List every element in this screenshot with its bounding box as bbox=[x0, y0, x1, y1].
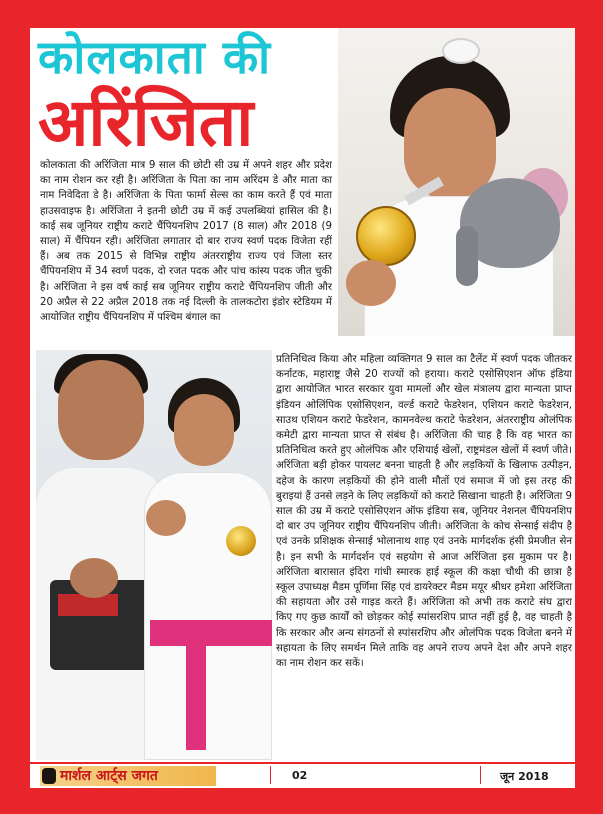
headline-line-1: कोलकाता की bbox=[38, 30, 272, 84]
fighter-icon bbox=[42, 768, 56, 784]
girl-face-shape bbox=[404, 88, 496, 198]
photo-girl-with-medal bbox=[338, 28, 575, 336]
magazine-logo bbox=[40, 766, 216, 786]
gold-medal-icon bbox=[356, 206, 416, 266]
magazine-page bbox=[30, 28, 575, 788]
issue-date: जून 2018 bbox=[500, 770, 549, 783]
footer-separator bbox=[270, 766, 271, 784]
coach-fist-shape bbox=[70, 558, 118, 598]
footer-separator bbox=[480, 766, 481, 784]
pink-belt-shape bbox=[150, 620, 272, 646]
coach-face-shape bbox=[58, 360, 144, 460]
elephant-trunk-shape bbox=[456, 226, 478, 286]
small-medal-icon bbox=[226, 526, 256, 556]
article-paragraph-1: कोलकाता की अरिंजिता मात्र 9 साल की छोटी सी उम्र में अपने शहर और प्रदेश का नाम रोशन कर रही है। अरिंजिता के पिता का नाम अरिंदम डे और माता का नाम निवेदिता डे है। अरिंजिता के पिता फार्मा सेल्स का काम करते हैं एवं माता हाउसवाइफ है। अरिंजिता ने इतनी छोटी उम्र में कई उपलब्धियां हासिल की है। काई सब जूनियर राष्ट्रीय कराटे चैंपियनशिप 2017 (8 साल) और 2018 (9 साल) में चैंपियन रही। अरिंजिता लगातार दो बार राज्य स्वर्ण पदक विजेता रहीं हैं। अब तक 2015 से विभिन्न राष्ट्रीय अंतरराष्ट्रीय राज्य एवं जिला स्तर चैंपियनशिप में 34 स्वर्ण पदक, दो रजत पदक और पांच कांस्य पदक जीत चुकी है। अरिंजिता ने इस वर्ष काई सब जूनियर राष्ट्रीय कराटे चैंपियनशिप जीती और 20 अप्रैल से 22 अप्रैल 2018 तक नई दिल्ली के तालकटोरा इंडोर स्टेडियम में आयोजित राष्ट्रीय चैंपियनशिप में पश्चिम बंगाल का bbox=[40, 160, 332, 324]
pink-belt-tail-shape bbox=[186, 640, 206, 750]
headline-line-2: अरिंजिता bbox=[38, 84, 254, 161]
girl2-fist-shape bbox=[146, 500, 186, 536]
magazine-name: मार्शल आर्ट्स जगत bbox=[60, 768, 158, 784]
girl2-face-shape bbox=[174, 394, 234, 466]
hair-bow-shape bbox=[442, 38, 480, 64]
page-number: 02 bbox=[292, 769, 308, 782]
hand-shape bbox=[346, 260, 396, 306]
photo-coach-and-girl bbox=[36, 350, 272, 760]
article-paragraph-2: प्रतिनिधित्व किया और महिला व्यक्तिगत 9 साल का टैलेंट में स्वर्ण पदक जीतकर कर्नाटक, महाराष्ट्र जैसे 20 राज्यों को हराया। कराटे एसोसिएशन ऑफ इंडिया द्वारा आयोजित भारत सरकार युवा मामलों और खेल मंत्रालय द्वारा मान्यता प्राप्त इंडियन ओलिंपिक एसोसिएशन, वर्ल्ड कराटे फेडरेशन, एशियन कराटे फेडरेशन, साउथ एशियन कराटे फेडरेशन, कामनवेल्थ कराटे फेडरेशन, अंतरराष्ट्रीय ओलंपिक कमेटी द्वारा मान्यता प्राप्त से संबंध है। अरिंजिता की चाह है कि वह भारत का प्रतिनिधित्व करते हुए ओलंपिक और एशियाई खेलों, राष्ट्रमंडल खेलों में स्वर्ण जीते। अरिंजिता बड़ी होकर पायलट बनना चाहती है और लड़कियों के खिलाफ उत्पीड़न, दहेज के कारण लड़कियों की होने वाली मौतों एवं समाज में जो इस तरह की बुराइयां हैं उनसे लड़ने के लिए लड़कियों को कराटे सिखाना चाहती है। अरिंजिता 9 साल की उम्र में कराटे एसोसिएशन ऑफ इंडिया सब, जूनियर नेशनल चैंपियनशिप दो बार उप जूनियर राष्ट्रीय चैंपियनशिप जीती। अरिंजिता के कोच सेन्साई संदीप है एवं उनके प्रशिक्षक सेन्साई भोलानाथ शाह एवं उनके मार्गदर्शक हंसी प्रेमजीत सेन है। इन सभी के मार्गदर्शन एवं सहयोग से आज अरिंजिता इस मुकाम पर है। अरिंजिता बारासात इंदिरा गांधी स्मारक हाई स्कूल की कक्षा चौथी की छात्रा है स्कूल उपाध्यक्ष मैडम पूर्णिमा सिंह एवं डायरेक्टर मैडम मयूर श्रीधर हमेशा अरिंजिता की सहायता और उसे गाइड करते हैं। अरिंजिता को अभी तक कराटे संघ द्वारा किए गए कुछ कार्यों को छोड़कर कोई स्पांसरशिप प्राप्त नहीं हुई है, वह चाहती है कि सरकार और अन्य संगठनों से स्पांसरशिप और ओलंपिक पदक विजेता बनने में सहायता के लिए समर्थन मिले ताकि वह अपने राज्य अपने देश और अपने शहर का नाम रोशन कर सकें। bbox=[276, 354, 572, 670]
footer-rule bbox=[30, 762, 575, 764]
